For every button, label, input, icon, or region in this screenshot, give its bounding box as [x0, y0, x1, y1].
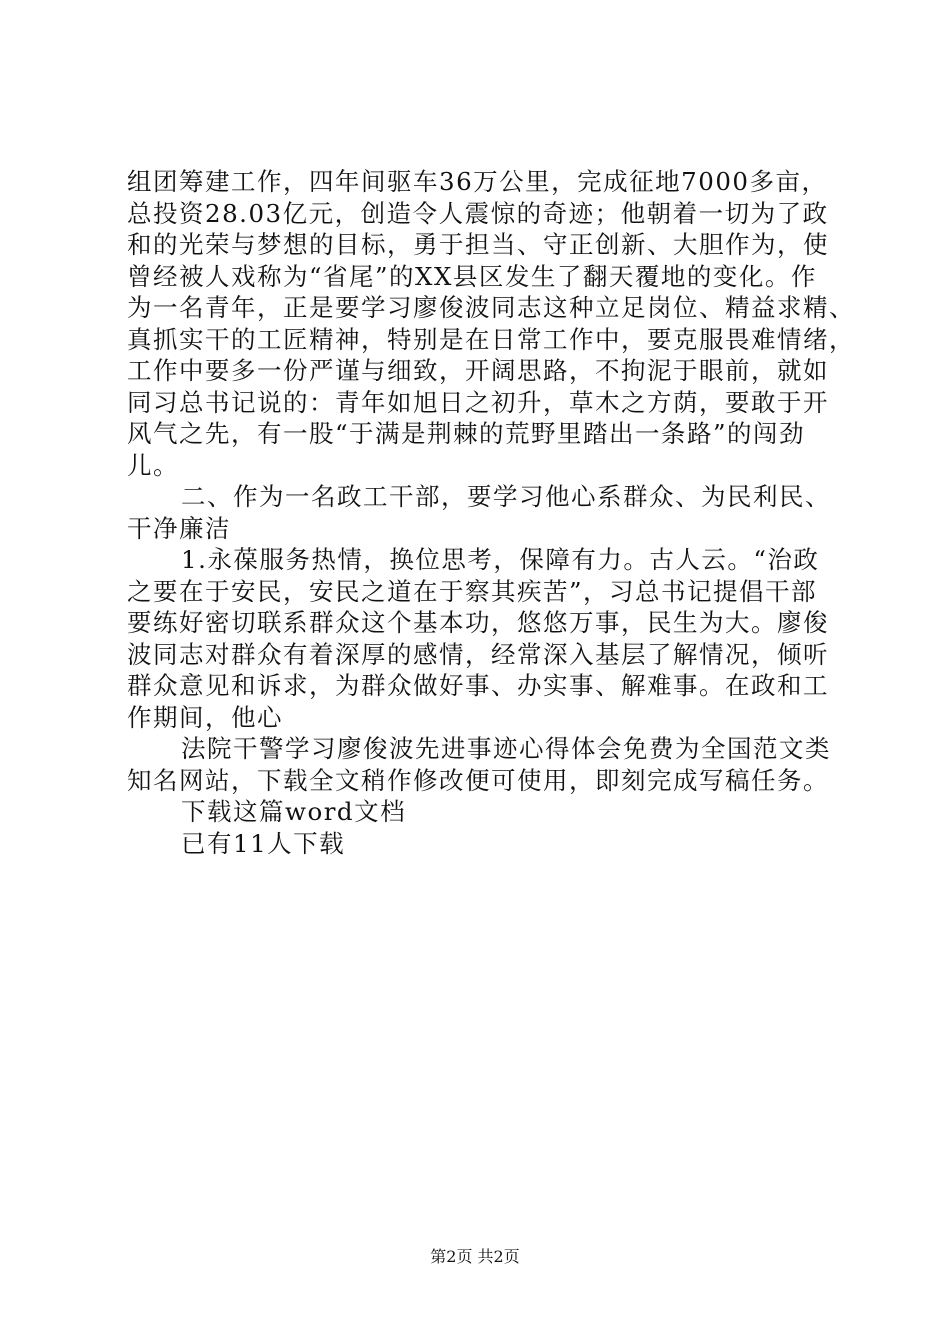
text-line: 要练好密切联系群众这个基本功，悠悠万事，民生为大。廖俊: [127, 608, 829, 637]
text-line: 波同志对群众有着深厚的感情，经常深入基层了解情况，倾听: [127, 639, 829, 669]
promo-paragraph: [127, 733, 857, 796]
text-line: 儿。: [127, 450, 179, 480]
text-line: 同习总书记说的：青年如旭日之初升，草木之方荫，要敢于开: [127, 387, 829, 417]
heading-line: 干净廉洁: [127, 513, 231, 543]
text-line: 真抓实干的工匠精神，特别是在日常工作中，要克服畏难情绪，: [127, 324, 855, 354]
text-line: 总投资28.03亿元，创造令人震惊的奇迹；他朝着一切为了政: [127, 198, 829, 228]
text-line: 作期间，他心: [127, 702, 283, 732]
text-line: 群众意见和诉求，为群众做好事、办实事、解难事。在政和工: [127, 671, 829, 700]
paragraph-service-enthusiasm: [127, 544, 857, 733]
page-indicator: 第2页 共2页: [430, 1247, 520, 1266]
page-footer: [0, 1244, 950, 1267]
text-line: 为一名青年，正是要学习廖俊波同志这种立足岗位、精益求精、: [127, 293, 855, 322]
text-line: 1.永葆服务热情，换位思考，保障有力。古人云。“治政: [181, 545, 820, 574]
text-line: 组团筹建工作，四年间驱车36万公里，完成征地7000多亩，: [127, 167, 828, 196]
text-line: 之要在于安民，安民之道在于察其疾苦”，习总书记提倡干部: [127, 576, 818, 606]
download-document-link[interactable]: 下载这篇word文档: [181, 797, 407, 826]
paragraph-career-achievements: [127, 166, 857, 481]
text-line: 曾经被人戏称为“省尾”的XX县区发生了翻天覆地的变化。作: [127, 261, 817, 291]
heading-line: 二、作为一名政工干部，要学习他心系群众、为民利民、: [181, 482, 831, 511]
text-line: 和的光荣与梦想的目标，勇于担当、守正创新、大胆作为，使: [127, 230, 829, 259]
text-line: 知名网站，下载全文稍作修改便可使用，即刻完成写稿任务。: [127, 765, 829, 795]
section-heading-2: [127, 481, 857, 544]
document-body: [127, 166, 857, 859]
text-line: 工作中要多一份严谨与细致，开阔思路，不拘泥于眼前，就如: [127, 356, 829, 385]
text-line: 法院干警学习廖俊波先进事迹心得体会免费为全国范文类: [181, 734, 831, 763]
text-line: 风气之先，有一股“于满是荆棘的荒野里踏出一条路”的闯劲: [127, 419, 806, 448]
download-count: 已有11人下载: [181, 828, 346, 858]
